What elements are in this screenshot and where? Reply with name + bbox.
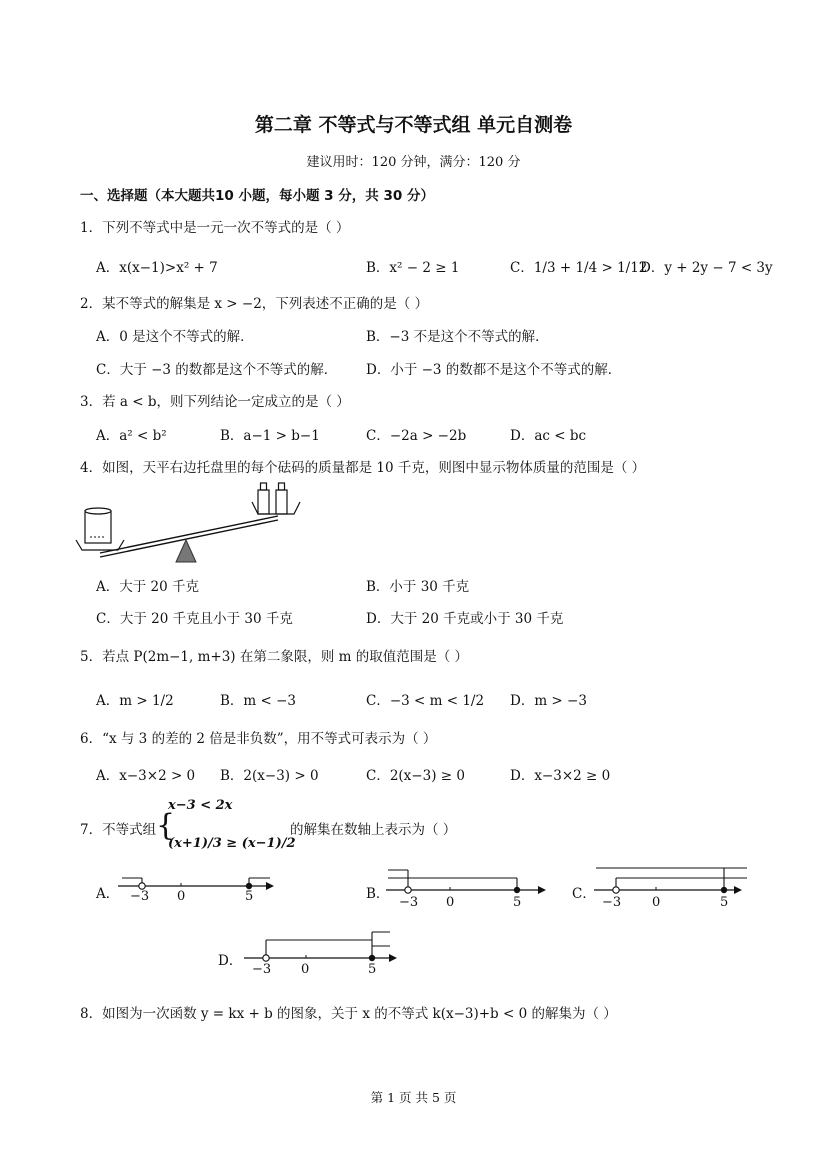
q1-option-b: B．x² − 2 ≥ 1 — [366, 260, 460, 276]
q1-option-d: D．y + 2y − 7 < 3y — [640, 260, 773, 276]
numberline-c — [594, 860, 749, 900]
numberline-a-tick-5: 5 — [245, 889, 254, 904]
numberline-d-tick-neg3: −3 — [252, 962, 272, 977]
q6-option-d: D．x−3×2 ≥ 0 — [510, 768, 611, 784]
numberline-a-tick-0: 0 — [177, 889, 186, 904]
q3-option-b: B．a−1 > b−1 — [220, 428, 320, 444]
q7-suffix: 的解集在数轴上表示为（ ） — [290, 822, 457, 838]
numberline-c-tick-neg3: −3 — [602, 895, 622, 910]
page-title: 第二章 不等式与不等式组 单元自测卷 — [254, 114, 573, 136]
numberline-c-tick-0: 0 — [652, 895, 661, 910]
brace: { — [156, 808, 176, 843]
q7-system-line1: x−3 < 2x — [168, 798, 233, 813]
numberline-b-tick-0: 0 — [446, 895, 455, 910]
q5-option-d: D．m > −3 — [510, 693, 587, 709]
q8-stem: 8．如图为一次函数 y = kx + b 的图象，关于 x 的不等式 k(x−3)+b < 0 的解集为（ ） — [80, 1006, 617, 1022]
q3-option-a: A．a² < b² — [96, 428, 167, 444]
q2-option-a: A．0 是这个不等式的解． — [96, 329, 254, 345]
q4-option-b: B．小于 30 千克 — [366, 579, 470, 595]
q4-stem: 4．如图，天平右边托盘里的每个砝码的质量都是 10 千克，则图中显示物体质量的范围是（ ） — [80, 460, 646, 476]
numberline-b-tick-5: 5 — [513, 895, 522, 910]
page-subtitle: 建议用时：120 分钟，满分：120 分 — [306, 155, 521, 170]
q6-option-a: A．x−3×2 > 0 — [96, 768, 196, 784]
q4-option-a: A．大于 20 千克 — [96, 579, 200, 595]
numberline-a-tick-neg3: −3 — [130, 889, 150, 904]
numberline-b — [386, 860, 551, 900]
numberline-d-tick-5: 5 — [368, 962, 377, 977]
q6-option-c: C．2(x−3) ≥ 0 — [366, 768, 465, 784]
q5-option-c: C．−3 < m < 1/2 — [366, 693, 485, 709]
cylinder-object — [85, 508, 111, 543]
q6-stem: 6．“x 与 3 的差的 2 倍是非负数”，用不等式可表示为（ ） — [80, 731, 437, 747]
q1-option-c: C．1/3 + 1/4 > 1/12 — [510, 260, 648, 276]
q4-option-c: C．大于 20 千克且小于 30 千克 — [96, 611, 293, 627]
q5-option-a: A．m > 1/2 — [96, 693, 174, 709]
q3-option-c: C．−2a > −2b — [366, 428, 467, 444]
q1-option-a: A．x(x−1)>x² + 7 — [96, 260, 218, 276]
q5-option-b: B．m < −3 — [220, 693, 297, 709]
q3-stem: 3．若 a < b，则下列结论一定成立的是（ ） — [80, 394, 350, 410]
q4-option-d: D．大于 20 千克或小于 30 千克 — [366, 611, 564, 627]
q7-system-line2: (x+1)/3 ≥ (x−1)/2 — [168, 836, 296, 851]
q7-label-b: B． — [366, 886, 390, 902]
q1-stem: 1．下列不等式中是一元一次不等式的是（ ） — [80, 220, 350, 236]
section-heading: 一、选择题（本大题共10 小题，每小题 3 分，共 30 分） — [80, 188, 434, 204]
q6-option-b: B．2(x−3) > 0 — [220, 768, 319, 784]
q5-stem: 5．若点 P(2m−1, m+3) 在第二象限，则 m 的取值范围是（ ） — [80, 649, 469, 665]
q2-option-b: B．−3 不是这个不等式的解． — [366, 329, 549, 345]
q7-label-a: A． — [96, 886, 120, 902]
q2-stem: 2．某不等式的解集是 x > −2，下列表述不正确的是（ ） — [80, 296, 429, 312]
q2-option-c: C．大于 −3 的数都是这个不等式的解． — [96, 362, 338, 378]
q7-prefix: 7．不等式组 — [80, 822, 157, 838]
q3-option-d: D．ac < bc — [510, 428, 587, 444]
numberline-c-tick-5: 5 — [720, 895, 729, 910]
weight-right — [276, 483, 287, 514]
numberline-d-tick-0: 0 — [301, 962, 310, 977]
weight-left — [258, 483, 269, 514]
q7-label-d: D． — [218, 953, 243, 969]
q7-label-c: C． — [572, 886, 596, 902]
q2-option-d: D．小于 −3 的数都不是这个不等式的解． — [366, 362, 622, 378]
numberline-b-tick-neg3: −3 — [399, 895, 419, 910]
balance-scale-figure — [72, 478, 312, 568]
page-footer: 第 1 页 共 5 页 — [370, 1090, 457, 1105]
